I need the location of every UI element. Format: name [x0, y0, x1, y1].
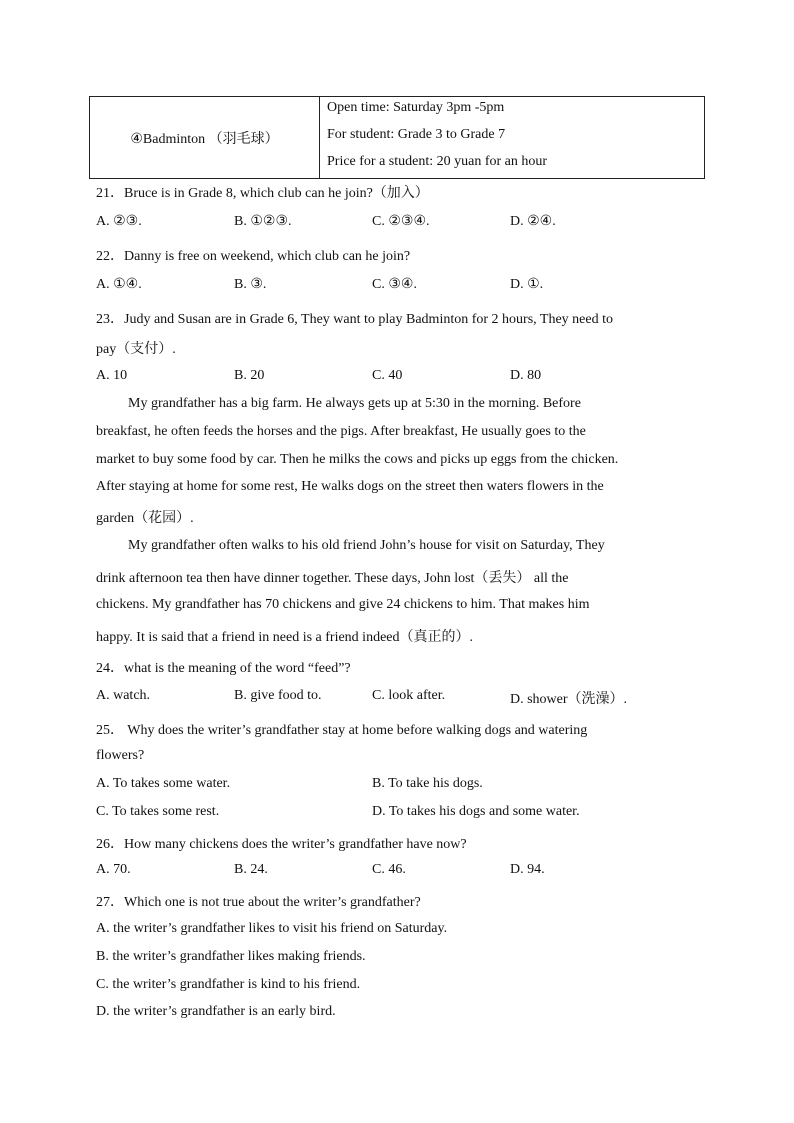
club-name: ④Badminton （羽毛球）	[130, 131, 279, 147]
question-25-cont: flowers?	[96, 748, 145, 763]
q24-option-d: D. shower（洗澡）.	[510, 692, 628, 707]
q22-option-b: B. ③.	[234, 277, 267, 292]
question-24: 24．what is the meaning of the word “feed”?	[96, 661, 351, 676]
passage-line: garden（花园）.	[96, 511, 194, 526]
question-22: 22．Danny is free on weekend, which club can he join?	[96, 249, 411, 264]
q21-option-d: D. ②④.	[510, 214, 556, 229]
q22-option-d: D. ①.	[510, 277, 544, 292]
passage-line: happy. It is said that a friend in need is a friend indeed（真正的）.	[96, 630, 473, 645]
q22-option-a: A. ①④.	[96, 277, 142, 292]
q27-option-c: C. the writer’s grandfather is kind to his friend.	[96, 977, 361, 992]
q21-option-b: B. ①②③.	[234, 214, 292, 229]
question-27: 27．Which one is not true about the writer’s grandfather?	[96, 895, 421, 910]
q25-option-b: B. To take his dogs.	[372, 776, 483, 791]
q26-option-b: B. 24.	[234, 862, 268, 877]
q24-option-c: C. look after.	[372, 688, 446, 703]
passage-line: drink afternoon tea then have dinner together. These days, John lost（丢失） all the	[96, 571, 569, 586]
q25-option-c: C. To takes some rest.	[96, 804, 220, 819]
q23-option-b: B. 20	[234, 368, 265, 383]
club-open-time: Open time: Saturday 3pm -5pm	[327, 100, 505, 115]
q27-option-a: A. the writer’s grandfather likes to visit his friend on Saturday.	[96, 921, 448, 936]
club-table	[89, 96, 705, 179]
q27-option-b: B. the writer’s grandfather likes making friends.	[96, 949, 366, 964]
q23-option-c: C. 40	[372, 368, 403, 383]
question-23-cont: pay（支付）.	[96, 342, 176, 357]
q23-option-a: A. 10	[96, 368, 128, 383]
q24-option-b: B. give food to.	[234, 688, 322, 703]
passage-line: My grandfather often walks to his old friend John’s house for visit on Saturday, They	[128, 538, 605, 553]
passage-line: chickens. My grandfather has 70 chickens and give 24 chickens to him. That makes him	[96, 597, 590, 612]
q24-option-a: A. watch.	[96, 688, 151, 703]
q23-option-d: D. 80	[510, 368, 542, 383]
passage-line: market to buy some food by car. Then he milks the cows and picks up eggs from the chicken.	[96, 452, 619, 467]
passage-line: breakfast, he often feeds the horses and the pigs. After breakfast, He usually goes to the	[96, 424, 586, 439]
question-23: 23．Judy and Susan are in Grade 6, They want to play Badminton for 2 hours, They need to	[96, 312, 613, 327]
q26-option-d: D. 94.	[510, 862, 545, 877]
club-name-cell	[90, 97, 320, 178]
passage-line: My grandfather has a big farm. He always gets up at 5:30 in the morning. Before	[128, 396, 581, 411]
question-21: 21．Bruce is in Grade 8, which club can he join?（加入）	[96, 186, 429, 201]
q22-option-c: C. ③④.	[372, 277, 417, 292]
question-26: 26．How many chickens does the writer’s grandfather have now?	[96, 837, 467, 852]
q21-option-a: A. ②③.	[96, 214, 142, 229]
club-price: Price for a student: 20 yuan for an hour	[327, 154, 548, 169]
q27-option-d: D. the writer’s grandfather is an early bird.	[96, 1004, 336, 1019]
q25-option-d: D. To takes his dogs and some water.	[372, 804, 580, 819]
q26-option-a: A. 70.	[96, 862, 131, 877]
q25-option-a: A. To takes some water.	[96, 776, 231, 791]
passage-line: After staying at home for some rest, He walks dogs on the street then waters flowers in the	[96, 479, 604, 494]
q26-option-c: C. 46.	[372, 862, 406, 877]
club-info-cell	[320, 97, 704, 178]
q21-option-c: C. ②③④.	[372, 214, 430, 229]
question-25: 25． Why does the writer’s grandfather stay at home before walking dogs and watering	[96, 723, 588, 738]
club-grade: For student: Grade 3 to Grade 7	[327, 127, 506, 142]
